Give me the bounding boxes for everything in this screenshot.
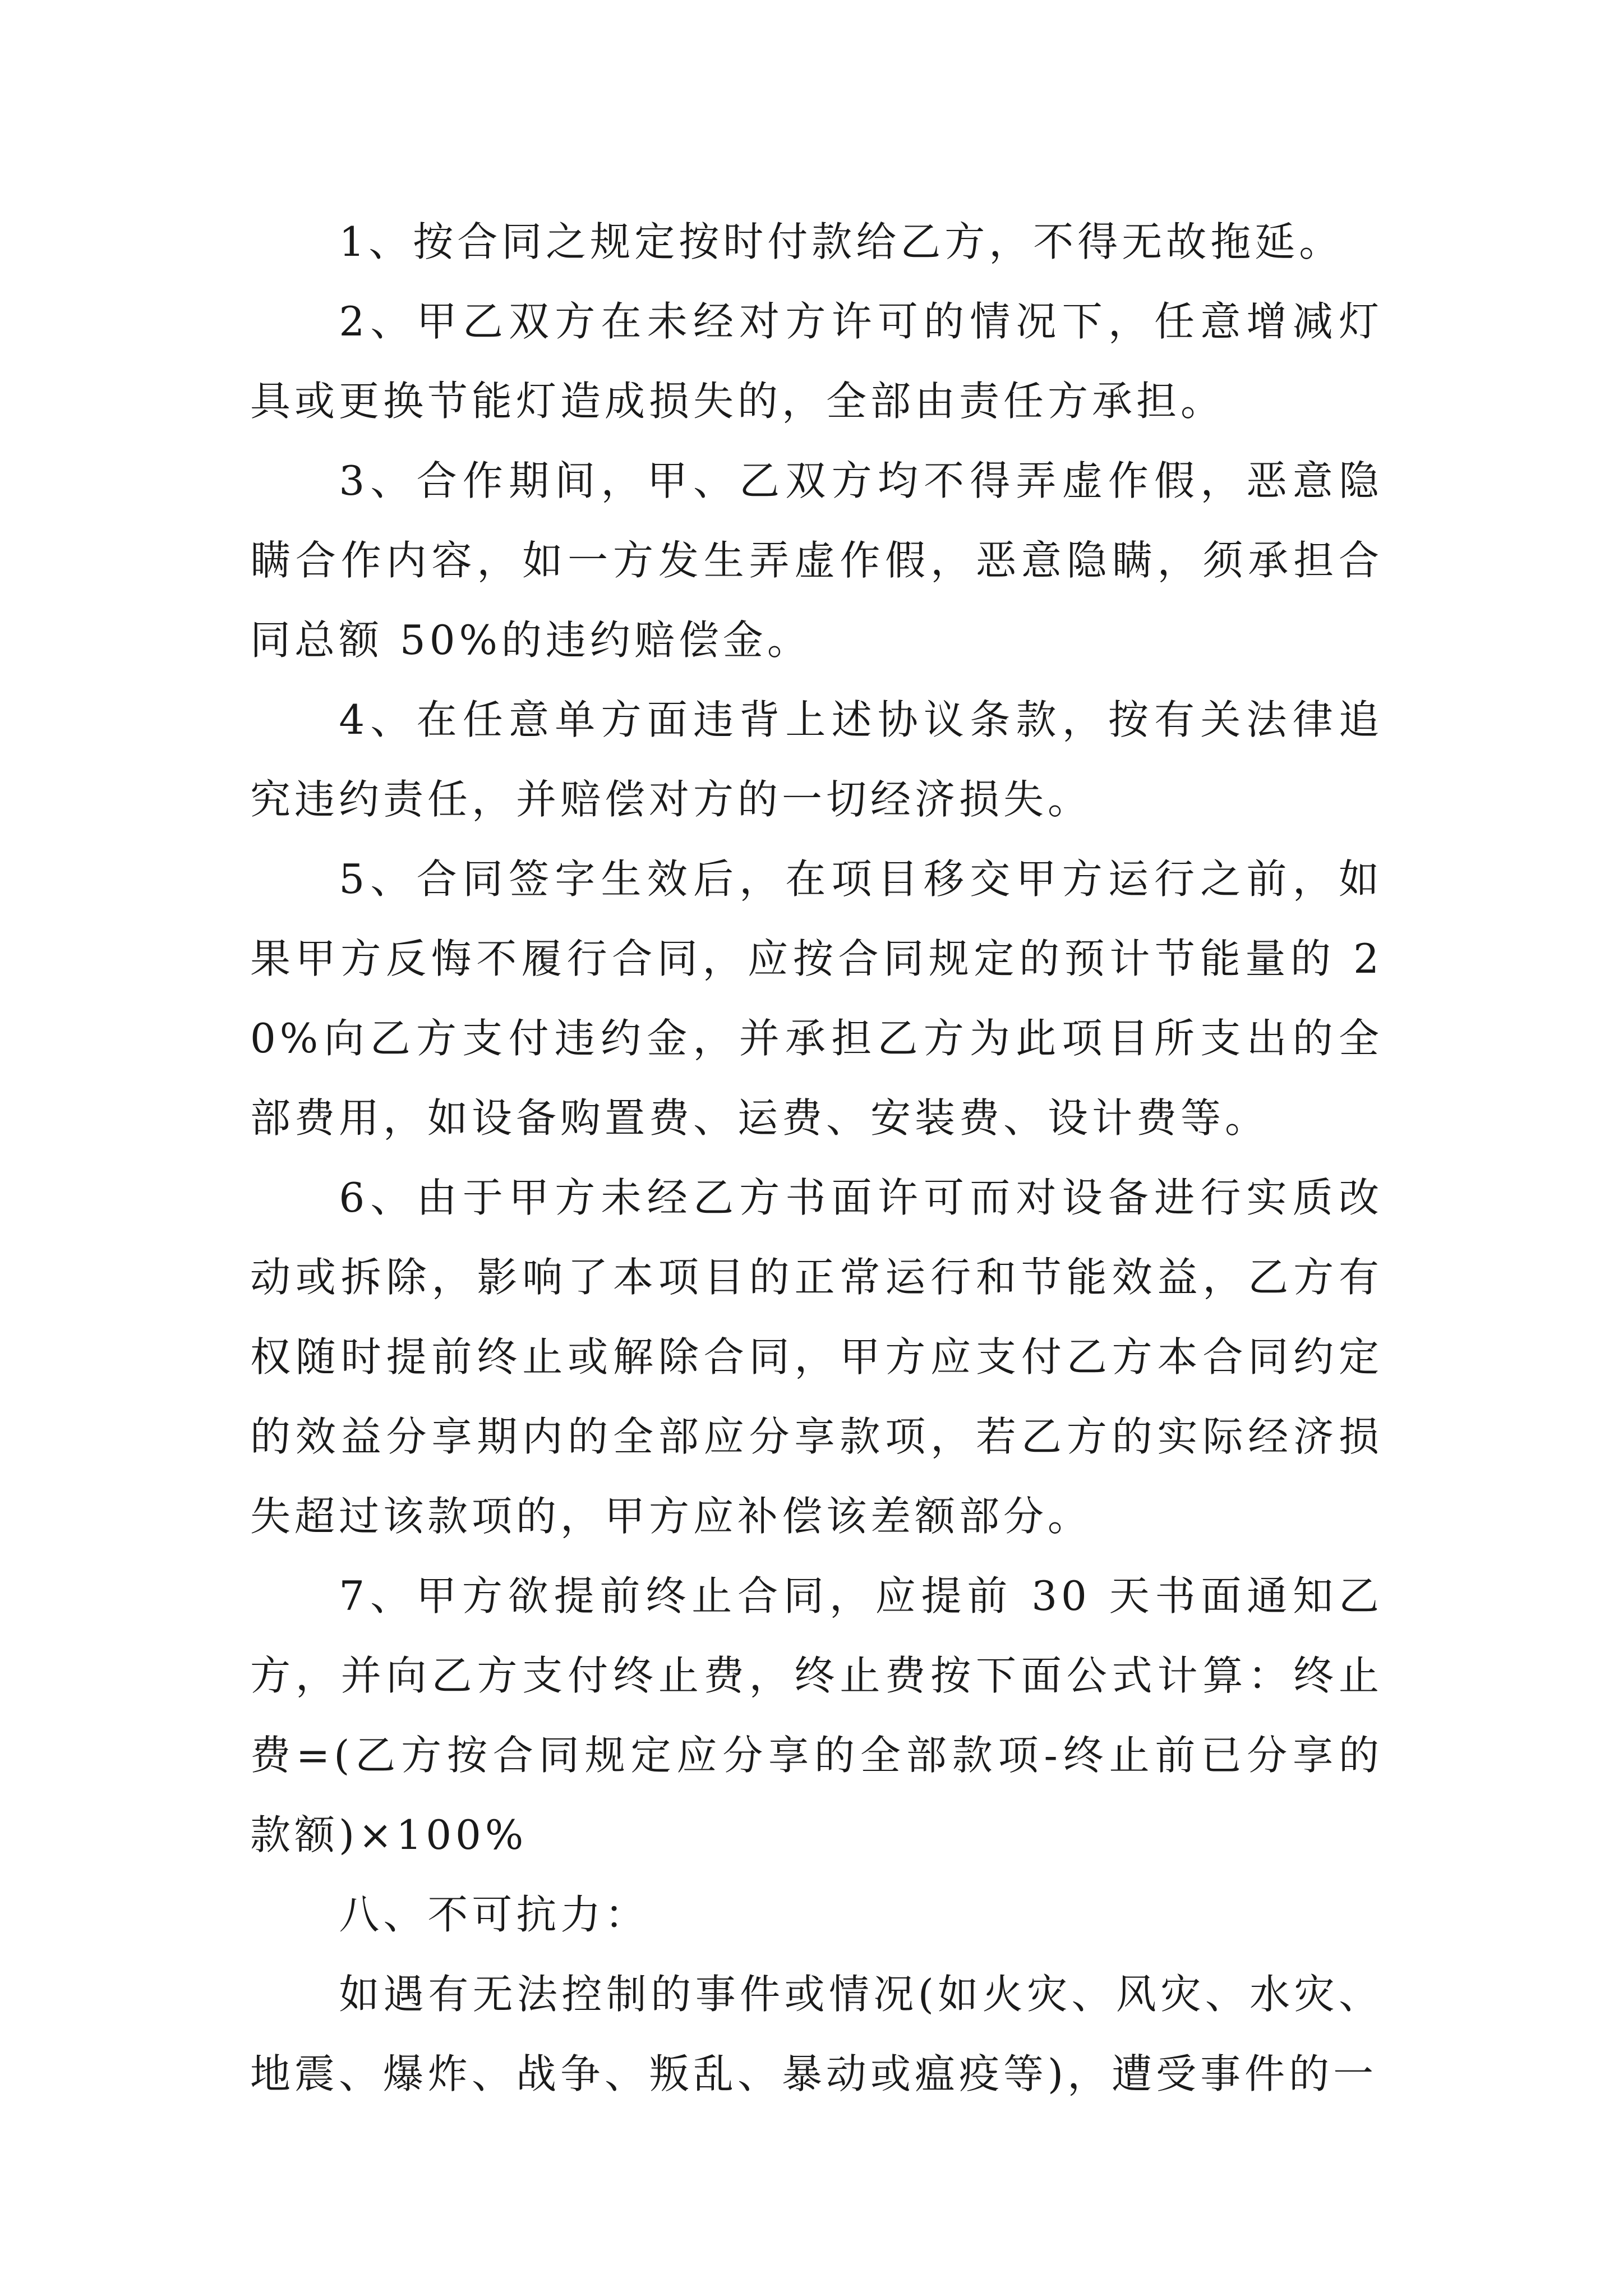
clause-3: 3、合作期间，甲、乙双方均不得弄虚作假，恶意隐瞒合作内容，如一方发生弄虚作假，恶意隐瞒，须承担合同总额 50%的违约赔偿金。 <box>250 457 1383 664</box>
clause-7: 7、甲方欲提前终止合同，应提前 30 天书面通知乙方，并向乙方支付终止费，终止费按下面公式计算：终止费=(乙方按合同规定应分享的全部款项-终止前已分享的款额)×100% <box>250 1572 1383 1858</box>
clause-5: 5、合同签字生效后，在项目移交甲方运行之前，如果甲方反悔不履行合同，应按合同规定的预计节能量的 20%向乙方支付违约金，并承担乙方为此项目所支出的全部费用，如设备购置费、运费、安装费、设计费等。 <box>250 855 1383 1142</box>
clause-1: 1、按合同之规定按时付款给乙方，不得无故拖延。 <box>339 218 1344 265</box>
section-heading-force-majeure: 八、不可抗力： <box>339 1891 649 1938</box>
force-majeure-paragraph: 如遇有无法控制的事件或情况(如火灾、风灾、水灾、地震、爆炸、战争、叛乱、暴动或瘟疫等)，遭受事件的一 <box>250 1971 1383 2097</box>
clause-4: 4、在任意单方面违背上述协议条款，按有关法律追究违约责任，并赔偿对方的一切经济损失。 <box>250 696 1383 823</box>
clause-6: 6、由于甲方未经乙方书面许可而对设备进行实质改动或拆除，影响了本项目的正常运行和节能效益，乙方有权随时提前终止或解除合同，甲方应支付乙方本合同约定的效益分享期内的全部应分享款项，若乙方的实际经济损失超过该款项的，甲方应补偿该差额部分。 <box>250 1174 1383 1540</box>
document-body <box>250 202 1383 2114</box>
clause-2: 2、甲乙双方在未经对方许可的情况下，任意增减灯具或更换节能灯造成损失的，全部由责任方承担。 <box>250 298 1383 425</box>
